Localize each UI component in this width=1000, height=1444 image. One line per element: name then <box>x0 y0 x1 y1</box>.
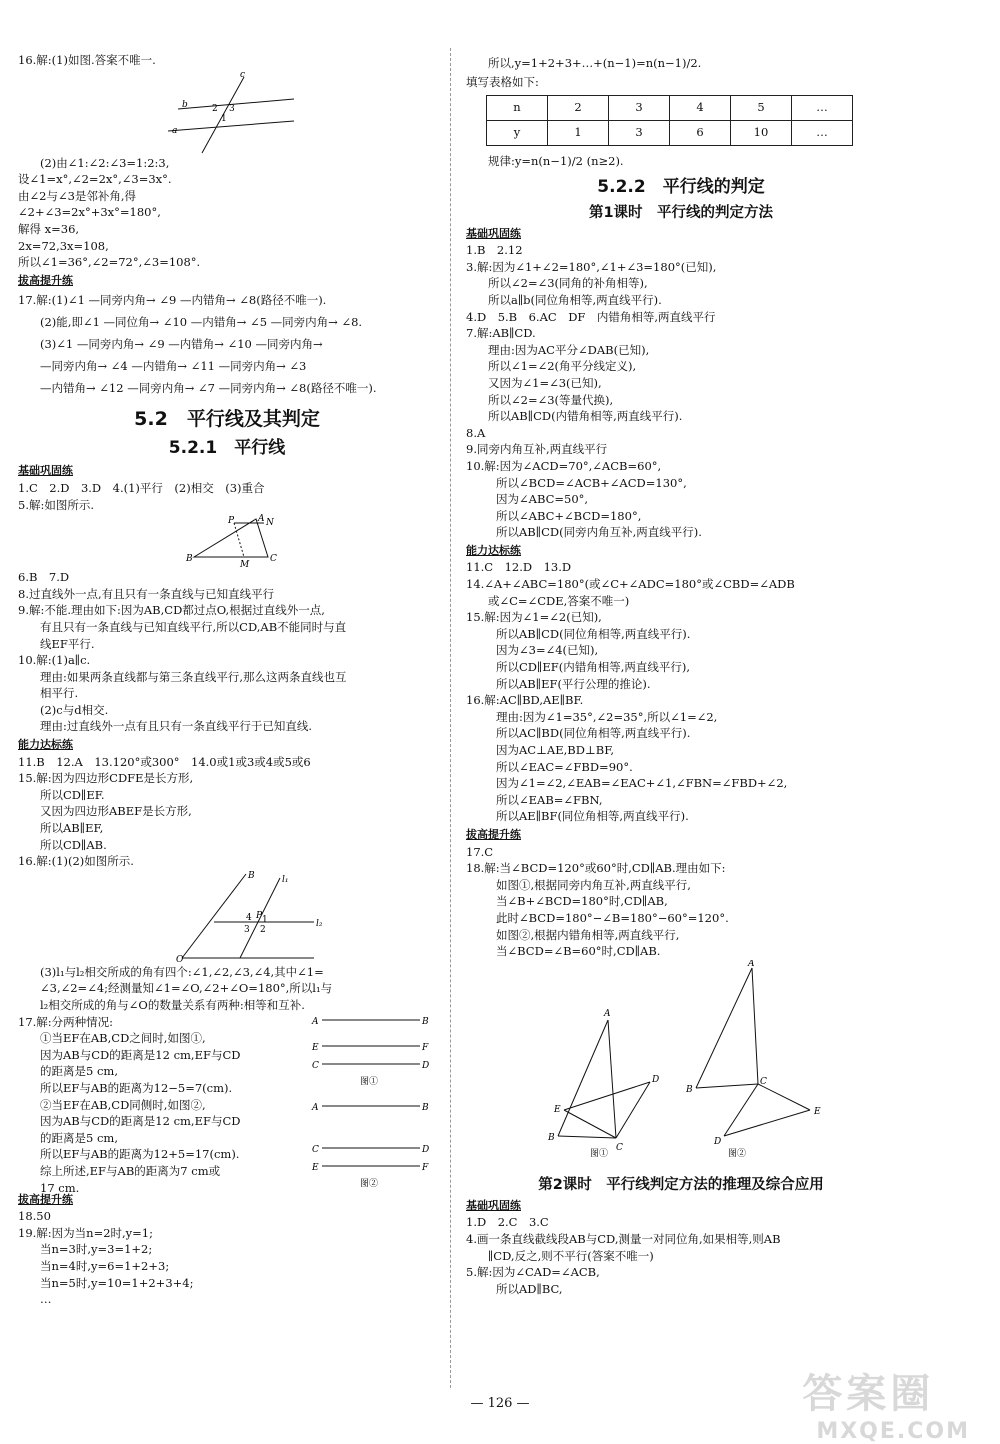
section-heading: 能力达标练 <box>18 738 73 752</box>
svg-text:B: B <box>548 1132 555 1143</box>
table-cell: 6 <box>670 120 731 145</box>
text-line: 1.B 2.12 <box>466 243 523 258</box>
text-line: 所以∠1=∠2(角平分线定义), <box>488 359 637 374</box>
text-line: 17 cm. <box>40 1180 80 1195</box>
text-line: 因为AB与CD的距离是12 cm,EF与CD <box>40 1047 241 1062</box>
svg-text:c: c <box>240 69 246 80</box>
watermark-logo <box>802 1362 970 1444</box>
svg-text:C: C <box>312 1060 319 1071</box>
section-heading: 拔高提升练 <box>466 827 521 841</box>
text-line: 7.解:AB∥CD. <box>466 326 536 341</box>
text-line: 17.C <box>466 844 494 859</box>
watermark-cn: 答案圈 <box>802 1371 935 1417</box>
text-line: ②当EF在AB,CD同侧时,如图②, <box>40 1097 206 1112</box>
figure-caption-1: 图① <box>360 1076 379 1087</box>
svg-text:C: C <box>760 1076 767 1087</box>
text-line: 又因为∠1=∠3(已知), <box>488 375 602 390</box>
text-line: 4.D 5.B 6.AC DF 内错角相等,两直线平行 <box>466 309 716 324</box>
text-line: 所以∠ABC+∠BCD=180°, <box>496 508 642 523</box>
text-line: 如图②,根据内错角相等,两直线平行, <box>496 927 680 942</box>
svg-text:A: A <box>312 1016 319 1027</box>
section-heading: 拔高提升练 <box>18 273 73 287</box>
text-line: 所以∠EAC=∠FBD=90°. <box>496 759 633 774</box>
section-heading: 基础巩固练 <box>18 464 73 478</box>
svg-text:E: E <box>554 1104 561 1115</box>
text-line: 11.C 12.D 13.D <box>466 560 572 575</box>
text-line: 当∠BCD=∠B=60°时,CD∥AB. <box>496 944 661 959</box>
text-line: 9.解:不能.理由如下:因为AB,CD都过点O,根据过直线外一点, <box>18 603 325 618</box>
svg-text:M: M <box>240 560 250 570</box>
text-line: 16.解:AC∥BD,AE∥BF. <box>466 693 584 708</box>
section-title-5-2-1: 5.2.1 平行线 <box>168 438 286 459</box>
text-line: 理由:因为∠1=35°,∠2=35°,所以∠1=∠2, <box>496 709 718 724</box>
svg-text:D: D <box>714 1136 722 1147</box>
answer-17-3: (3)∠1 —同旁内角→ ∠9 —内错角→ ∠10 —同旁内角→ <box>40 337 323 352</box>
svg-text:2: 2 <box>260 924 266 935</box>
text-line: 当n=4时,y=6=1+2+3; <box>40 1258 170 1273</box>
svg-text:E: E <box>814 1106 821 1117</box>
svg-text:B: B <box>248 870 255 881</box>
text-line: ∥CD,反之,则不平行(答案不唯一) <box>488 1248 654 1263</box>
table-row <box>487 120 853 145</box>
text-line: 10.解:(1)a∥c. <box>18 653 91 668</box>
table-cell: 5 <box>731 95 792 120</box>
text-line: 3.解:因为∠1+∠2=180°,∠1+∠3=180°(已知), <box>466 259 717 274</box>
table-cell: … <box>792 120 853 145</box>
figure-caption-2: 图② <box>360 1178 379 1189</box>
svg-text:A: A <box>748 959 755 969</box>
text-line: 所以AB∥EF, <box>40 821 104 836</box>
text-line: 设∠1=x°,∠2=2x°,∠3=3x°. <box>18 172 172 187</box>
value-table <box>486 95 853 146</box>
svg-text:3: 3 <box>229 103 235 114</box>
section-heading: 基础巩固练 <box>466 1198 521 1212</box>
svg-text:D: D <box>652 1074 660 1085</box>
text-line: l₂相交所成的角与∠O的数量关系有两种:相等和互补. <box>40 998 305 1012</box>
svg-text:C: C <box>270 554 277 565</box>
text-line: 5.解:如图所示. <box>18 497 95 512</box>
answer-17-block <box>18 1014 436 1195</box>
text-line: ∠3,∠2=∠4;经测量知∠1=∠O,∠2+∠O=180°,所以l₁与 <box>40 981 333 996</box>
text-line: 如图①,根据同旁内角互补,两直线平行, <box>496 877 691 892</box>
figure-caption-1: 图① <box>590 1148 609 1159</box>
figure-triangles <box>466 960 896 1160</box>
svg-text:b: b <box>182 99 188 110</box>
figure-triangle <box>18 513 436 569</box>
text-line: 当n=5时,y=10=1+2+3+4; <box>40 1275 194 1290</box>
text-line: 所以a∥b(同位角相等,两直线平行). <box>488 292 662 307</box>
text-line: 所以CD∥AB. <box>40 837 107 852</box>
text-line: 17.解:分两种情况: <box>18 1014 114 1029</box>
text-line: 所以CD∥EF. <box>40 787 105 802</box>
svg-text:E: E <box>312 1162 319 1173</box>
figure-parallel-lines <box>310 1014 436 1190</box>
svg-text:F: F <box>422 1042 429 1053</box>
svg-text:B: B <box>686 1084 693 1095</box>
text-line: 解得 x=36, <box>18 221 80 236</box>
right-column <box>466 52 896 1297</box>
text-line: 的距离是5 cm, <box>40 1130 118 1145</box>
text-line: 所以∠2=∠3(同角的补角相等), <box>488 276 648 291</box>
text-line: ①当EF在AB,CD之间时,如图①, <box>40 1031 206 1046</box>
svg-text:l₁: l₁ <box>282 874 289 885</box>
text-line: 理由:因为AC平分∠DAB(已知), <box>488 342 650 357</box>
text-line: 当n=3时,y=3=1+2; <box>40 1242 153 1257</box>
text-line: 所以AB∥CD(同旁内角互补,两直线平行). <box>496 525 702 540</box>
text-line: 所以AE∥BF(同位角相等,两直线平行). <box>496 809 689 824</box>
text-line: 所以AB∥EF(平行公理的推论). <box>496 676 651 691</box>
svg-text:4: 4 <box>246 912 252 923</box>
svg-text:N: N <box>266 518 274 529</box>
svg-text:B: B <box>422 1016 429 1027</box>
text-line: 14.∠A+∠ABC=180°(或∠C+∠ADC=180°或∠CBD=∠ADB <box>466 577 795 592</box>
svg-text:B: B <box>186 554 193 565</box>
answer-17-2: (2)能,即∠1 —同位角→ ∠10 —内错角→ ∠5 —同旁内角→ ∠8. <box>40 315 363 330</box>
svg-text:B: B <box>422 1102 429 1113</box>
figure-angle-lines <box>18 870 436 964</box>
text-line: 15.解:因为四边形CDFE是长方形, <box>18 771 194 786</box>
text-line: ∠2+∠3=2x°+3x°=180°, <box>18 205 161 220</box>
text-line: 所以AB∥CD(内错角相等,两直线平行). <box>488 409 683 424</box>
page-number: — 126 — <box>470 1396 530 1411</box>
answer-16-2: (2)由∠1:∠2:∠3=1:2:3, <box>40 155 170 170</box>
svg-text:l₂: l₂ <box>316 918 323 929</box>
text-line: 理由:如果两条直线都与第三条直线平行,那么这两条直线也互 <box>40 669 347 684</box>
table-cell: 1 <box>548 120 609 145</box>
text-line: 1.D 2.C 3.C <box>466 1215 549 1230</box>
svg-text:A: A <box>312 1102 319 1113</box>
svg-text:O: O <box>176 954 184 964</box>
left-column <box>18 52 436 1308</box>
text-line: 规律:y=n(n−1)/2 (n≥2). <box>488 153 624 168</box>
svg-text:P: P <box>256 910 263 921</box>
text-line: 线EF平行. <box>40 636 95 651</box>
text-line: (3)l₁与l₂相交所成的角有四个:∠1,∠2,∠3,∠4,其中∠1= <box>40 964 324 979</box>
text-line: 所以AD∥BC, <box>496 1281 563 1296</box>
table-cell: y <box>487 120 548 145</box>
text-line: (2)c与d相交. <box>40 702 109 717</box>
section-title-5-2-2: 5.2.2 平行线的判定 <box>597 176 765 197</box>
svg-text:F: F <box>422 1162 429 1173</box>
text-line: 所以∠EAB=∠FBN, <box>496 792 603 807</box>
text-line: 相平行. <box>40 686 79 701</box>
lesson-title-1: 第1课时 平行线的判定方法 <box>588 204 774 221</box>
section-heading: 拔高提升练 <box>18 1192 73 1206</box>
text-line: 因为AB与CD的距离是12 cm,EF与CD <box>40 1114 241 1129</box>
section-heading: 基础巩固练 <box>466 226 521 240</box>
table-cell: 3 <box>609 120 670 145</box>
text-line: 填写表格如下: <box>466 75 539 89</box>
answer-17-1: 17.解:(1)∠1 —同旁内角→ ∠9 —内错角→ ∠8(路径不唯一). <box>18 293 327 308</box>
text-line: 又因为四边形ABEF是长方形, <box>40 804 192 819</box>
section-title-5-2: 5.2 平行线及其判定 <box>134 408 320 431</box>
text-line: 19.解:因为当n=2时,y=1; <box>18 1225 154 1240</box>
section-heading: 能力达标练 <box>466 543 521 557</box>
text-line: —同旁内角→ ∠4 —内错角→ ∠11 —同旁内角→ ∠3 <box>40 359 307 374</box>
figure-caption-2: 图② <box>728 1148 747 1159</box>
text-line: 5.解:因为∠CAD=∠ACB, <box>466 1265 600 1280</box>
text-line: 15.解:因为∠1=∠2(已知), <box>466 610 602 625</box>
svg-text:1: 1 <box>262 914 268 925</box>
svg-text:3: 3 <box>244 924 250 935</box>
svg-text:2: 2 <box>212 103 218 114</box>
table-cell: 10 <box>731 120 792 145</box>
text-line: 有且只有一条直线与已知直线平行,所以CD,AB不能同时与直 <box>40 619 347 634</box>
table-cell: 3 <box>609 95 670 120</box>
text-line: 18.解:当∠BCD=120°或60°时,CD∥AB.理由如下: <box>466 861 726 876</box>
table-row <box>487 95 853 120</box>
svg-text:C: C <box>616 1142 623 1153</box>
text-line: —内错角→ ∠12 —同旁内角→ ∠7 —同旁内角→ ∠8(路径不唯一). <box>40 381 377 396</box>
svg-text:a: a <box>172 125 178 136</box>
text-line: 16.解:(1)(2)如图所示. <box>18 854 134 869</box>
answer-16: 16.解:(1)如图.答案不唯一. <box>18 53 156 67</box>
text-line: 1.C 2.D 3.D 4.(1)平行 (2)相交 (3)重合 <box>18 480 265 495</box>
text-line: 当∠B+∠BCD=180°时,CD∥AB, <box>496 894 668 909</box>
lesson-title-2: 第2课时 平行线判定方法的推理及综合应用 <box>538 1176 824 1193</box>
text-line: 8.A <box>466 425 486 440</box>
text-line: 理由:过直线外一点有且只有一条直线平行于已知直线. <box>40 719 313 734</box>
text-line: 因为AC⊥AE,BD⊥BF, <box>496 743 615 757</box>
text-line: 由∠2与∠3是邻补角,得 <box>18 188 137 203</box>
svg-text:A: A <box>258 514 265 525</box>
text-line: 因为∠3=∠4(已知), <box>496 643 599 658</box>
table-cell: 4 <box>670 95 731 120</box>
svg-text:E: E <box>312 1042 319 1053</box>
text-line: 所以EF与AB的距离为12+5=17(cm). <box>40 1147 240 1162</box>
text-line: … <box>40 1292 52 1307</box>
text-line: 18.50 <box>18 1209 51 1224</box>
svg-text:P: P <box>228 516 235 527</box>
text-line: 此时∠BCD=180°−∠B=180°−60°=120°. <box>496 910 729 925</box>
text-line: 所以AB∥CD(同位角相等,两直线平行). <box>496 626 691 641</box>
text-line: 6.B 7.D <box>18 570 70 585</box>
text-line: 因为∠ABC=50°, <box>496 492 589 507</box>
watermark-en: MXQE.COM <box>816 1419 970 1444</box>
text-line: 所以AC∥BD(同位角相等,两直线平行). <box>496 726 691 741</box>
text-line: 11.B 12.A 13.120°或300° 14.0或1或3或4或5或6 <box>18 754 311 769</box>
table-cell: n <box>487 95 548 120</box>
figure-intersecting-lines <box>18 69 436 155</box>
text-line: 10.解:因为∠ACD=70°,∠ACB=60°, <box>466 458 662 473</box>
table-cell: … <box>792 95 853 120</box>
text-line: 综上所述,EF与AB的距离为7 cm或 <box>40 1163 221 1178</box>
text-line: 的距离是5 cm, <box>40 1064 118 1079</box>
svg-text:D: D <box>422 1060 430 1071</box>
svg-text:A: A <box>604 1008 611 1019</box>
column-divider <box>450 48 451 1388</box>
text-line: 所以∠BCD=∠ACB+∠ACD=130°, <box>496 475 687 490</box>
text-line: 4.画一条直线截线段AB与CD,测量一对同位角,如果相等,则AB <box>466 1231 781 1246</box>
text-line: 因为∠1=∠2,∠EAB=∠EAC+∠1,∠FBN=∠FBD+∠2, <box>496 776 788 791</box>
text-line: 8.过直线外一点,有且只有一条直线与已知直线平行 <box>18 586 275 601</box>
svg-text:D: D <box>422 1144 430 1155</box>
text-line: 或∠C=∠CDE,答案不唯一) <box>488 593 630 608</box>
svg-text:1: 1 <box>221 113 227 124</box>
text-line: 所以∠2=∠3(等量代换), <box>488 392 614 407</box>
text-line: 9.同旁内角互补,两直线平行 <box>466 442 608 457</box>
text-line: 所以∠1=36°,∠2=72°,∠3=108°. <box>18 255 201 270</box>
svg-text:C: C <box>312 1144 319 1155</box>
text-line: 所以,y=1+2+3+…+(n−1)=n(n−1)/2. <box>488 56 702 70</box>
text-line: 2x=72,3x=108, <box>18 238 109 253</box>
text-line: 所以EF与AB的距离为12−5=7(cm). <box>40 1080 233 1095</box>
text-line: 所以CD∥EF(内错角相等,两直线平行), <box>496 660 690 675</box>
table-cell: 2 <box>548 95 609 120</box>
